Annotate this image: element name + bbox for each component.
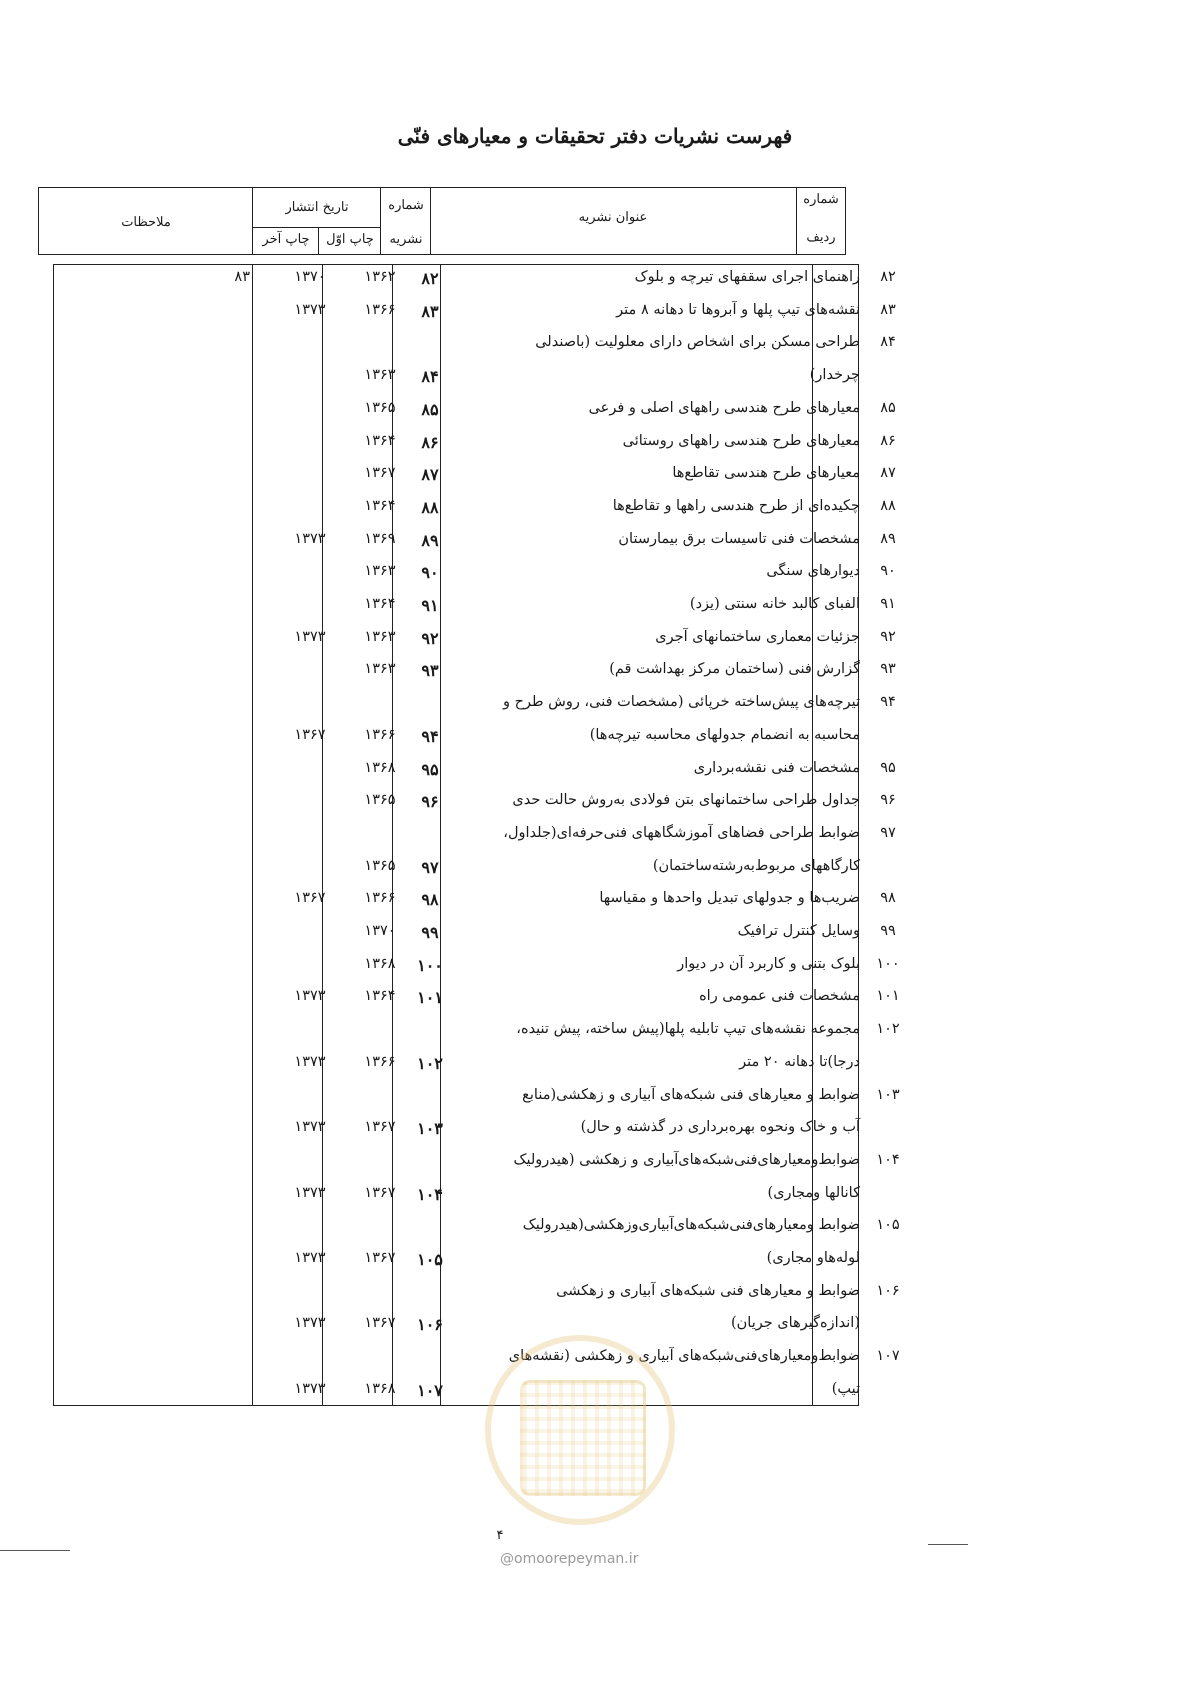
publication-title: چرخدار) [809, 367, 860, 384]
publication-title: ضوابط و معیارهای فنی شبکه‌های آبیاری و زهکشی [556, 1282, 860, 1299]
page-title: فهرست نشریات دفتر تحقیقات و معیارهای فنّی [397, 124, 793, 148]
row-number: ۱۰۶ [876, 1282, 900, 1299]
publication-title: ضوابط‌ومعیارهای‌فنی‌شبکه‌های آبیاری و زهکشی (نقشه‌های [508, 1348, 860, 1365]
row-number: ۹۴ [880, 694, 896, 711]
publication-number: ۹۲ [421, 628, 439, 648]
publication-title: لوله‌هاو مجاری) [766, 1250, 860, 1266]
publication-title: ضوابط طراحی فضاهای آموزشگاههای فنی‌حرفه‌ای(جلداول، [503, 824, 860, 841]
scan-mark [0, 1550, 70, 1551]
last-print-year: ۱۳۶۷ [294, 726, 326, 743]
publication-number: ۹۴ [421, 726, 439, 746]
scan-mark [928, 1544, 968, 1545]
publication-number: ۸۹ [421, 530, 439, 550]
row-number: ۹۸ [880, 890, 896, 907]
publication-title: کانالها ومجاری) [767, 1184, 860, 1201]
first-print-year: ۱۳۶۷ [364, 1184, 396, 1201]
last-print-year: ۱۳۷۳ [294, 530, 326, 547]
header-notes: ملاحظات [121, 215, 171, 230]
publication-title: الفبای کالبد خانه سنتی (یزد) [689, 596, 860, 612]
row-number: ۹۰ [880, 563, 896, 580]
last-print-year: ۱۳۷۳ [294, 1315, 326, 1332]
header-divider [796, 187, 797, 255]
publication-title: بلوک بتنی و کاربرد آن در دیوار [677, 955, 860, 972]
row-number: ۹۷ [880, 824, 896, 841]
publication-title: راهنمای اجرای سقفهای تیرچه و بلوک [634, 269, 860, 285]
row-number: ۱۰۵ [876, 1217, 900, 1234]
first-print-year: ۱۳۶۷ [364, 465, 396, 482]
row-number: ۸۷ [880, 465, 896, 482]
last-print-year: ۱۳۷۳ [294, 301, 326, 318]
last-print-year: ۱۳۷۳ [294, 1184, 326, 1201]
publication-title: مجموعه نقشه‌های تیپ تابلیه پلها(پیش ساخته، پیش تنیده، [516, 1021, 860, 1038]
header-first-print: چاپ اوّل [326, 232, 374, 247]
publication-title: مشخصات فنی تاسیسات برق بیمارستان [618, 530, 860, 547]
publication-number: ۹۵ [421, 759, 439, 779]
first-print-year: ۱۳۶۳ [364, 661, 396, 678]
row-number: ۱۰۱ [876, 988, 900, 1005]
last-print-year: ۱۳۷۳ [294, 1250, 326, 1266]
last-print-year: ۱۳۷۳ [294, 1053, 326, 1070]
publication-number: ۸۷ [421, 465, 439, 485]
publication-title: وسایل کنترل ترافیک [737, 923, 860, 939]
row-number: ۸۳ [880, 301, 896, 318]
last-print-year: ۱۳۶۷ [294, 890, 326, 907]
last-print-year: ۱۳۷۳ [294, 628, 326, 645]
first-print-year: ۱۳۶۶ [364, 1053, 396, 1070]
row-number: ۸۹ [880, 530, 896, 547]
page-number: ۴ [496, 1528, 504, 1543]
body-divider [252, 264, 253, 1406]
stamp-emblem-icon [520, 1380, 646, 1496]
publication-number: ۹۷ [421, 857, 439, 877]
publication-title: معیارهای طرح هندسی تقاطع‌ها [672, 465, 860, 482]
row-number: ۱۰۲ [876, 1021, 900, 1038]
publication-number: ۱۰۵ [417, 1250, 443, 1269]
row-number: ۹۹ [880, 923, 896, 939]
publication-number: ۸۸ [421, 497, 439, 517]
first-print-year: ۱۳۶۶ [364, 301, 396, 318]
row-number: ۱۰۳ [876, 1086, 900, 1103]
first-print-year: ۱۳۶۷ [364, 1250, 396, 1266]
publication-number: ۱۰۶ [417, 1315, 443, 1335]
header-title: عنوان نشریه [578, 210, 648, 225]
publication-number: ۱۰۷ [417, 1380, 443, 1400]
publication-title: معیارهای طرح هندسی راههای اصلی و فرعی [588, 399, 860, 416]
first-print-year: ۱۳۶۸ [364, 955, 396, 972]
publication-number: ۸۳ [421, 301, 439, 321]
publication-number: ۹۳ [421, 661, 439, 681]
publication-title: مشخصات فنی نقشه‌برداری [693, 759, 860, 776]
last-print-year: ۱۳۷۰ [294, 269, 326, 285]
first-print-year: ۱۳۶۵ [364, 857, 396, 874]
first-print-year: ۱۳۶۸ [364, 759, 396, 776]
row-number: ۹۵ [880, 759, 896, 776]
first-print-year: ۱۳۶۳ [364, 563, 396, 580]
header-row-no-1: شماره [803, 192, 839, 207]
last-print-year: ۱۳۷۳ [294, 1380, 326, 1397]
row-number: ۸۶ [880, 432, 896, 449]
first-print-year: ۱۳۶۳ [364, 628, 396, 645]
publication-title: (اندازه‌گیرهای جریان) [731, 1315, 860, 1332]
row-number: ۸۴ [880, 334, 896, 351]
notes-value: ۸۳ [234, 269, 250, 285]
publication-number: ۹۱ [421, 596, 439, 615]
last-print-year: ۱۳۷۳ [294, 1119, 326, 1136]
row-number: ۹۲ [880, 628, 896, 645]
first-print-year: ۱۳۶۴ [364, 432, 396, 449]
body-divider [322, 264, 323, 1406]
header-divider [252, 227, 380, 228]
row-number: ۸۲ [880, 269, 896, 285]
header-divider [318, 227, 319, 255]
publication-title: ضوابط ومعیارهای‌فنی‌شبکه‌های‌آبیاری‌وزهکشی(هیدرولیک [522, 1217, 860, 1234]
first-print-year: ۱۳۶۷ [364, 1119, 396, 1136]
publication-number: ۸۶ [421, 432, 439, 452]
first-print-year: ۱۳۶۶ [364, 726, 396, 743]
first-print-year: ۱۳۶۳ [364, 367, 396, 384]
publication-title: جداول طراحی ساختمانهای بتن فولادی به‌روش حالت حدی [512, 792, 860, 809]
first-print-year: ۱۳۶۷ [364, 1315, 396, 1332]
row-number: ۸۵ [880, 399, 896, 416]
publication-title: چکیده‌ای از طرح هندسی راهها و تقاطع‌ها [612, 497, 860, 514]
publication-title: آب و خاک ونحوه بهره‌برداری در گذشته و حال) [580, 1119, 860, 1136]
last-print-year: ۱۳۷۳ [294, 988, 326, 1005]
first-print-year: ۱۳۶۴ [364, 596, 396, 612]
header-pub-no-2: نشریه [389, 232, 423, 247]
publication-number: ۸۴ [421, 367, 439, 387]
publication-number: ۹۸ [421, 890, 439, 910]
first-print-year: ۱۳۶۵ [364, 399, 396, 416]
publication-title: ضریب‌ها و جدولهای تبدیل واحدها و مقیاسها [599, 890, 860, 907]
publication-number: ۱۰۳ [417, 1119, 443, 1139]
header-last-print: چاپ آخر [262, 232, 310, 247]
first-print-year: ۱۳۶۵ [364, 792, 396, 809]
publication-title: جزئیات معماری ساختمانهای آجری [655, 628, 860, 645]
header-divider [430, 187, 431, 255]
publication-title: تیپ) [831, 1380, 860, 1397]
row-number: ۹۱ [880, 596, 896, 612]
publication-number: ۸۵ [421, 399, 439, 419]
publication-title: ضوابط‌ومعیارهای‌فنی‌شبکه‌های‌آبیاری و زهکشی (هیدرولیک [513, 1151, 860, 1168]
first-print-year: ۱۳۶۶ [364, 890, 396, 907]
publication-number: ۸۲ [421, 269, 439, 288]
publication-title: محاسبه به انضمام جدولهای محاسبه تیرچه‌ها) [589, 726, 860, 743]
publication-title: نقشه‌های تیپ پلها و آبروها تا دهانه ۸ متر [616, 301, 860, 318]
row-number: ۱۰۰ [876, 955, 900, 972]
publication-title: مشخصات فنی عمومی راه [699, 988, 860, 1005]
publication-number: ۹۹ [421, 923, 439, 942]
header-pub-no-1: شماره [388, 198, 424, 213]
publication-number: ۱۰۴ [417, 1184, 443, 1204]
publication-number: ۹۰ [421, 563, 439, 583]
row-number: ۱۰۴ [876, 1151, 900, 1168]
row-number: ۱۰۷ [876, 1348, 900, 1365]
watermark-text: @omoorepeyman.ir [500, 1551, 639, 1567]
publication-number: ۱۰۱ [417, 988, 443, 1008]
publication-number: ۹۶ [421, 792, 439, 812]
first-print-year: ۱۳۶۲ [364, 269, 396, 285]
first-print-year: ۱۳۷۰ [364, 923, 396, 939]
header-divider [380, 187, 381, 255]
first-print-year: ۱۳۶۴ [364, 497, 396, 514]
row-number: ۸۸ [880, 497, 896, 514]
publication-number: ۱۰۰ [417, 955, 443, 975]
row-number: ۹۶ [880, 792, 896, 809]
publication-title: تیرچه‌های پیش‌ساخته خرپائی (مشخصات فنی، روش طرح و [503, 694, 860, 711]
publication-number: ۱۰۲ [417, 1053, 443, 1073]
publication-title: طراحی مسکن برای اشخاص دارای معلولیت (باصندلی [535, 334, 860, 351]
header-pub-date: تاریخ انتشار [285, 200, 349, 215]
publication-title: کارگاههای مربوط‌به‌رشته‌ساختمان) [652, 857, 860, 874]
publication-title: درجا)تا دهانه ۲۰ متر [739, 1053, 860, 1070]
header-row-no-2: ردیف [806, 230, 836, 245]
publication-title: دیوارهای سنگی [766, 563, 860, 580]
row-number: ۹۳ [880, 661, 896, 678]
publication-title: گزارش فنی (ساختمان مرکز بهداشت قم) [609, 661, 860, 678]
first-print-year: ۱۳۶۴ [364, 988, 396, 1005]
publication-title: ضوابط و معیارهای فنی شبکه‌های آبیاری و زهکشی(منابع [522, 1086, 860, 1103]
first-print-year: ۱۳۶۸ [364, 1380, 396, 1397]
header-divider [252, 187, 253, 255]
publication-title: معیارهای طرح هندسی راههای روستائی [622, 432, 860, 449]
first-print-year: ۱۳۶۹ [364, 530, 396, 547]
